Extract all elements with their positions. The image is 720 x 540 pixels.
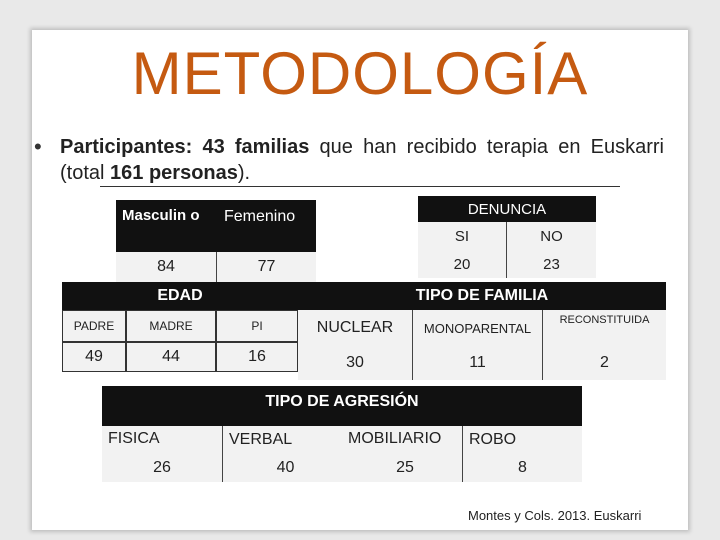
- agresion-title: TIPO DE AGRESIÓN: [265, 393, 419, 410]
- participants-bold: Participantes: 43 familias: [60, 136, 310, 158]
- edad-value-madre: 44: [126, 342, 216, 372]
- gender-value-male: 84: [157, 258, 175, 275]
- participants-end: ).: [237, 162, 251, 184]
- agresion-value-robo: 8: [462, 454, 582, 482]
- gender-header-female: Femenino: [224, 208, 296, 225]
- edad-header-pi: PI: [216, 310, 298, 342]
- familia-header-nuclear: NUCLEAR: [316, 319, 394, 336]
- total-persons-bold: 161 personas: [110, 162, 238, 184]
- participants-paragraph: [60, 134, 664, 186]
- denuncia-table-body: [418, 222, 596, 278]
- gender-header-male: Masculin o: [122, 207, 200, 224]
- citation: Montes y Cols. 2013. Euskarri: [468, 508, 642, 523]
- edad-title: EDAD: [62, 282, 298, 310]
- gender-values-row: [116, 252, 316, 282]
- edad-table-body: [62, 310, 298, 372]
- agresion-value-verbal: 40: [222, 454, 348, 482]
- edad-value-padre: 49: [62, 342, 126, 372]
- familia-value-monoparental: 11: [412, 346, 542, 380]
- edad-header-madre: MADRE: [126, 310, 216, 342]
- denuncia-header-si: SI: [454, 227, 470, 245]
- gender-header-row: [116, 200, 316, 252]
- bullet-marker: •: [34, 134, 42, 159]
- agresion-value-fisica: 26: [153, 459, 171, 476]
- familia-value-reconstituida: 2: [542, 346, 666, 380]
- underline-divider: [100, 186, 620, 187]
- agresion-header-fisica: FISICA: [108, 430, 160, 447]
- edad-value-pi: 16: [216, 342, 298, 372]
- slide-title: METODOLOGÍA: [131, 40, 589, 107]
- agresion-title-bar: [102, 386, 582, 426]
- familia-header-monoparental: MONOPARENTAL: [412, 310, 542, 346]
- familia-title: TIPO DE FAMILIA: [298, 282, 666, 310]
- familia-table-body: [298, 310, 666, 380]
- agresion-table-body: [102, 426, 582, 482]
- edad-header-padre: PADRE: [62, 310, 126, 342]
- agresion-header-robo: ROBO: [462, 426, 582, 454]
- agresion-header-mobiliario: MOBILIARIO: [348, 430, 442, 447]
- agresion-value-mobiliario: 25: [396, 459, 414, 476]
- gender-value-female: 77: [216, 252, 316, 282]
- participants-text: que han recibido terapia en Euskarri (total: [60, 136, 665, 184]
- denuncia-value-si: 20: [453, 255, 471, 273]
- denuncia-header-no: NO: [506, 222, 596, 250]
- denuncia-title: DENUNCIA: [418, 196, 596, 222]
- familia-header-reconstituida: RECONSTITUIDA: [542, 310, 666, 346]
- familia-value-nuclear: 30: [346, 354, 364, 371]
- denuncia-value-no: 23: [506, 250, 596, 278]
- agresion-header-verbal: VERBAL: [222, 426, 348, 454]
